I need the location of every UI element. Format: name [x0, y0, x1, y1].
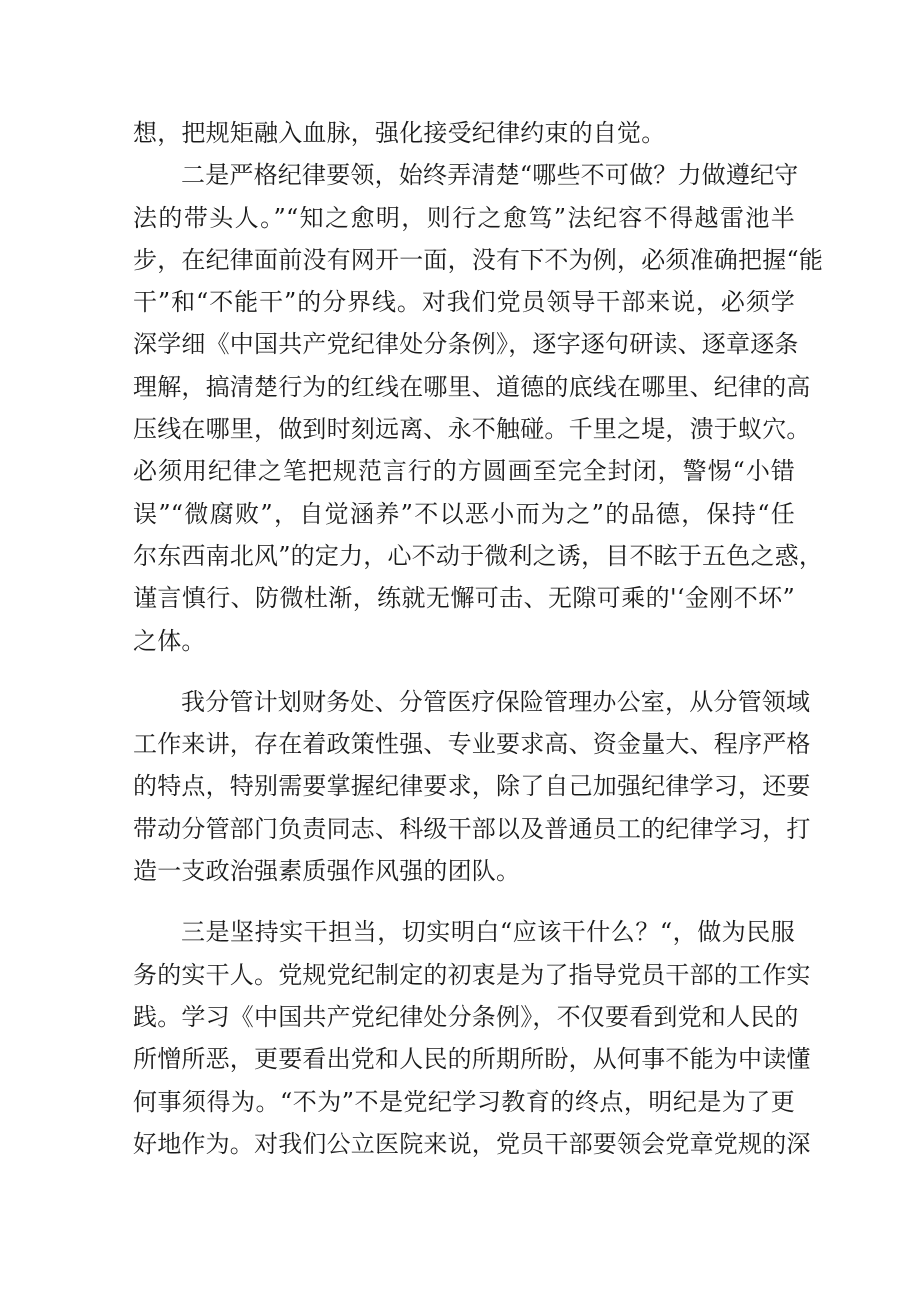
text-line: 想，把规矩融入血脉，强化接受纪律约束的自觉。 — [133, 119, 666, 147]
text-line: 好地作为。对我们公立医院来说，党员干部要领会党章党规的深 — [133, 1129, 811, 1158]
text-line: 深学细《中国共产党纪律处分条例》，逐字逐句研读、逐章逐条 — [133, 330, 799, 359]
text-line: 践。学习《中国共产党纪律处分条例》，不仅要看到党和人民的 — [133, 1002, 799, 1031]
text-line: 造一支政治强素质强作风强的团队。 — [133, 857, 521, 886]
text-line: 带动分管部门负责同志、科级干部以及普通员工的纪律学习，打 — [133, 814, 811, 843]
text-line: 务的实干人。党规党纪制定的初衷是为了指导党员干部的工作实 — [133, 960, 811, 989]
text-line: 压线在哪里，做到时刻远离、永不触碰。千里之堤，溃于蚁穴。 — [133, 415, 811, 444]
text-line: 理解，搞清楚行为的红线在哪里、道德的底线在哪里、纪律的高 — [133, 372, 811, 401]
text-line: 三是坚持实干担当，切实明白“应该干什么？“，做为民服 — [181, 918, 795, 947]
text-line: 工作来讲，存在着政策性强、专业要求高、资金量大、程序严格 — [133, 730, 811, 759]
paragraph-continuation — [133, 112, 795, 154]
text-line: 我分管计划财务处、分管医疗保险管理办公室，从分管领域 — [181, 687, 811, 716]
text-line: 必须用纪律之笔把规范言行的方圆画至完全封闭，警惕“小错 — [133, 457, 795, 486]
text-line: 干”和“不能干”的分界线。对我们党员领导干部来说，必须学 — [133, 288, 795, 317]
text-line: 法的带头人。”“知之愈明，则行之愈笃”法纪容不得越雷池半 — [133, 203, 795, 232]
text-line: 之体。 — [133, 626, 206, 655]
text-line: 的特点，特别需要掌握纪律要求，除了自己加强纪律学习，还要 — [133, 772, 811, 801]
text-line: 误”“微腐败”，自觉涵养”不以恶小而为之”的品德，保持“任 — [133, 499, 795, 528]
paragraph-gap — [133, 662, 795, 681]
text-line: 何事须得为。“不为”不是党纪学习教育的终点，明纪是为了更 — [133, 1087, 795, 1116]
text-line: 步，在纪律面前没有网开一面，没有下不为例，必须准确把握“能 — [133, 245, 824, 274]
text-line: 二是严格纪律要领，始终弄清楚“哪些不可做？力做遵纪守 — [181, 161, 799, 190]
text-line: 尔东西南北风”的定力，心不动于微利之诱，目不眩于五色之惑， — [133, 541, 824, 570]
paragraph-gap — [133, 892, 795, 911]
paragraph-practical-action — [133, 911, 811, 1165]
paragraph-finance-oversight — [133, 681, 811, 892]
paragraph-strict-discipline — [133, 154, 824, 662]
body-text — [133, 112, 824, 1165]
text-line: 谨言慎行、防微杜渐，练就无懈可击、无隙可乘的'‘金刚不坏” — [133, 584, 795, 613]
text-line: 所憎所恶，更要看出党和人民的所期所盼，从何事不能为中读懂 — [133, 1045, 811, 1074]
